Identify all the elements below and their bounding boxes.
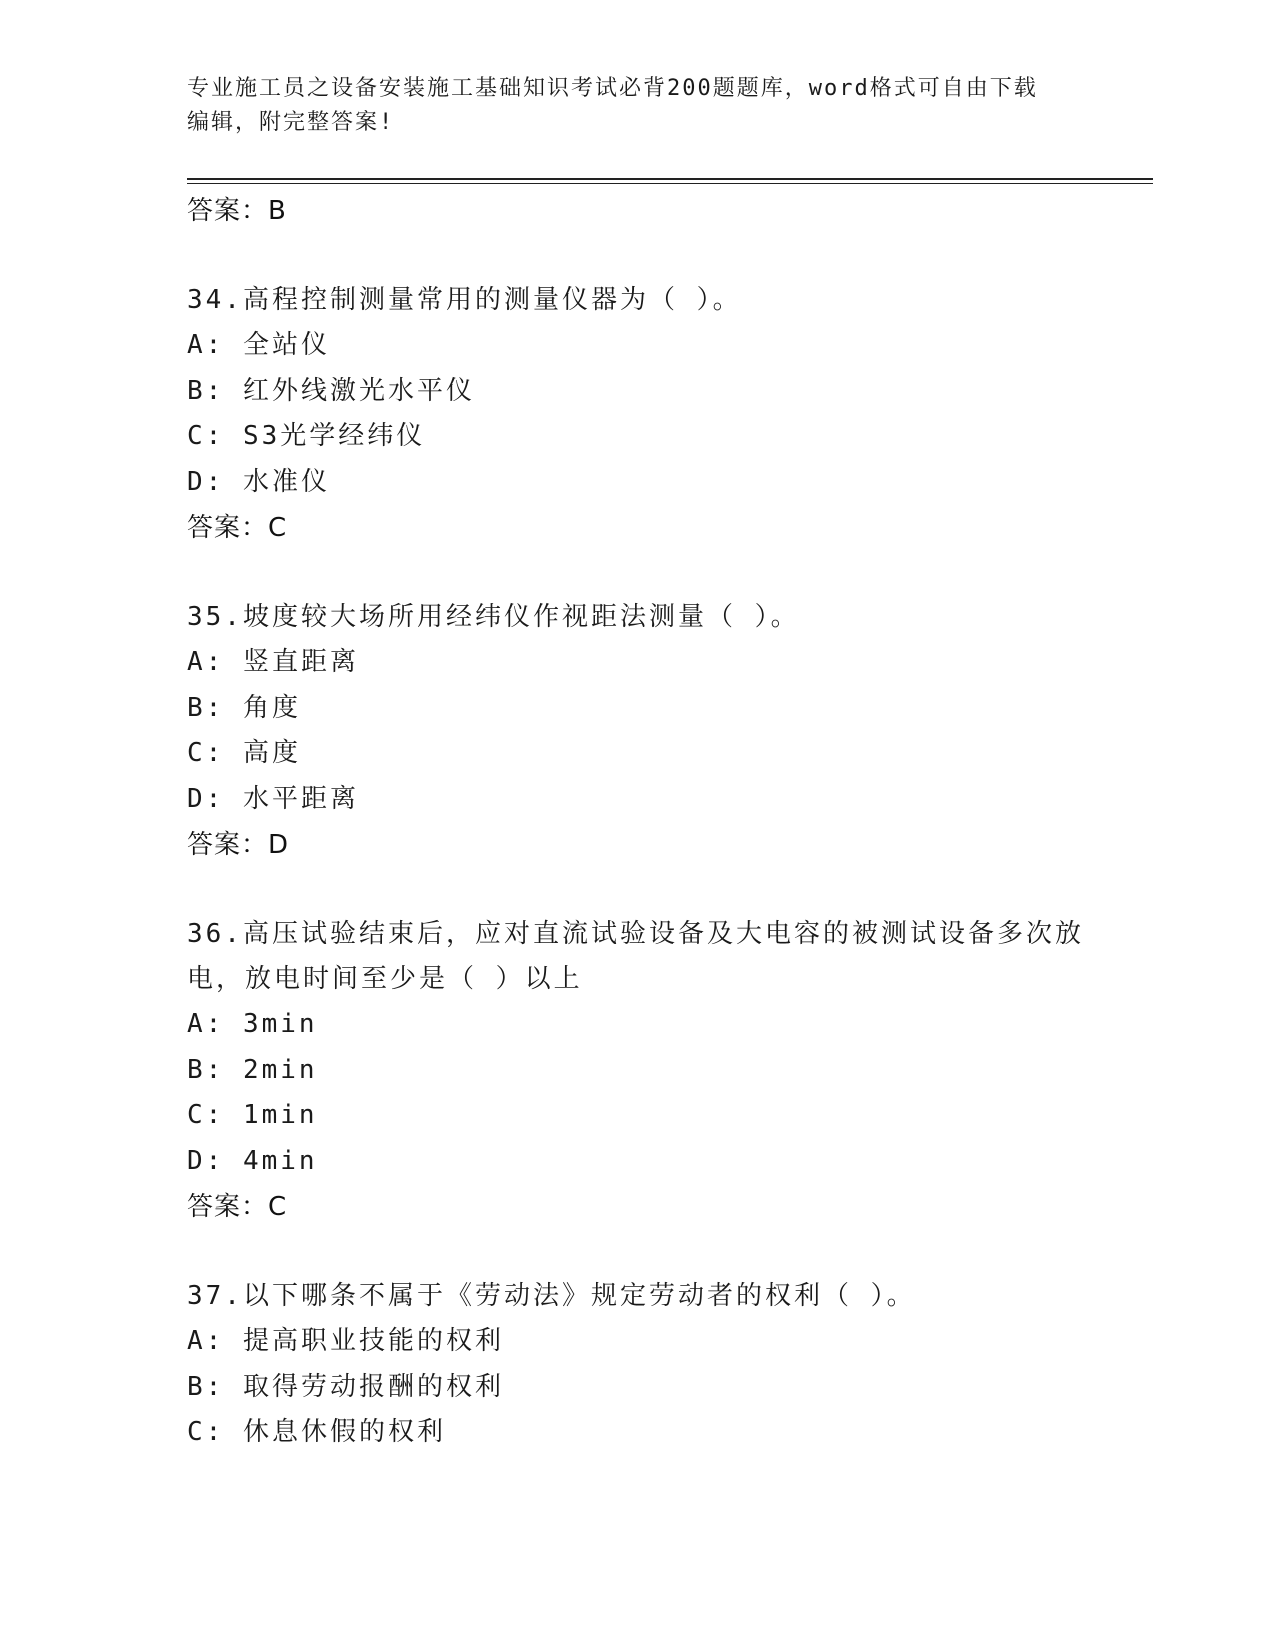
option-c: C: 高度: [187, 738, 301, 768]
option-a: A: 提高职业技能的权利: [187, 1326, 504, 1356]
header-line-2: 编辑，附完整答案!: [187, 110, 395, 135]
question-35: [187, 595, 1117, 868]
option-b: B: 取得劳动报酬的权利: [187, 1371, 504, 1402]
answer-line: 答案：C: [187, 513, 288, 543]
header-rule-thin: [187, 183, 1153, 184]
option-a: A: 竖直距离: [187, 647, 359, 677]
answer-line: 答案：D: [187, 830, 290, 860]
question-stem-line-1: 36.高压试验结束后，应对直流试验设备及大电容的被测试设备多次放: [187, 919, 1084, 949]
option-d: D: 水平距离: [187, 783, 359, 814]
option-a: A: 3min: [187, 1009, 318, 1039]
option-b: B: 角度: [187, 692, 301, 723]
option-d: D: 水准仪: [187, 466, 330, 497]
option-b: B: 红外线激光水平仪: [187, 375, 475, 406]
option-b: B: 2min: [187, 1054, 318, 1085]
question-stem: 37.以下哪条不属于《劳动法》规定劳动者的权利（ ）。: [187, 1281, 916, 1311]
option-c: C: S3光学经纬仪: [187, 421, 426, 451]
header-rule-thick: [187, 178, 1153, 180]
option-a: A: 全站仪: [187, 330, 330, 360]
question-stem: 34.高程控制测量常用的测量仪器为（ ）。: [187, 285, 742, 315]
question-list: [187, 188, 1117, 1456]
option-d: D: 4min: [187, 1145, 318, 1176]
document-header: [187, 72, 1087, 140]
question-stem: 35.坡度较大场所用经纬仪作视距法测量（ ）。: [187, 602, 800, 632]
question-37: [187, 1274, 1117, 1456]
previous-answer: 答案：B: [187, 196, 287, 226]
question-34: [187, 278, 1117, 551]
option-c: C: 1min: [187, 1100, 318, 1130]
question-stem-line-2: 电，放电时间至少是（ ）以上: [187, 964, 583, 994]
option-c: C: 休息休假的权利: [187, 1417, 446, 1447]
header-line-1: 专业施工员之设备安装施工基础知识考试必背200题题库，word格式可自由下载: [187, 76, 1038, 101]
question-36: [187, 912, 1117, 1230]
answer-line: 答案：C: [187, 1192, 288, 1222]
